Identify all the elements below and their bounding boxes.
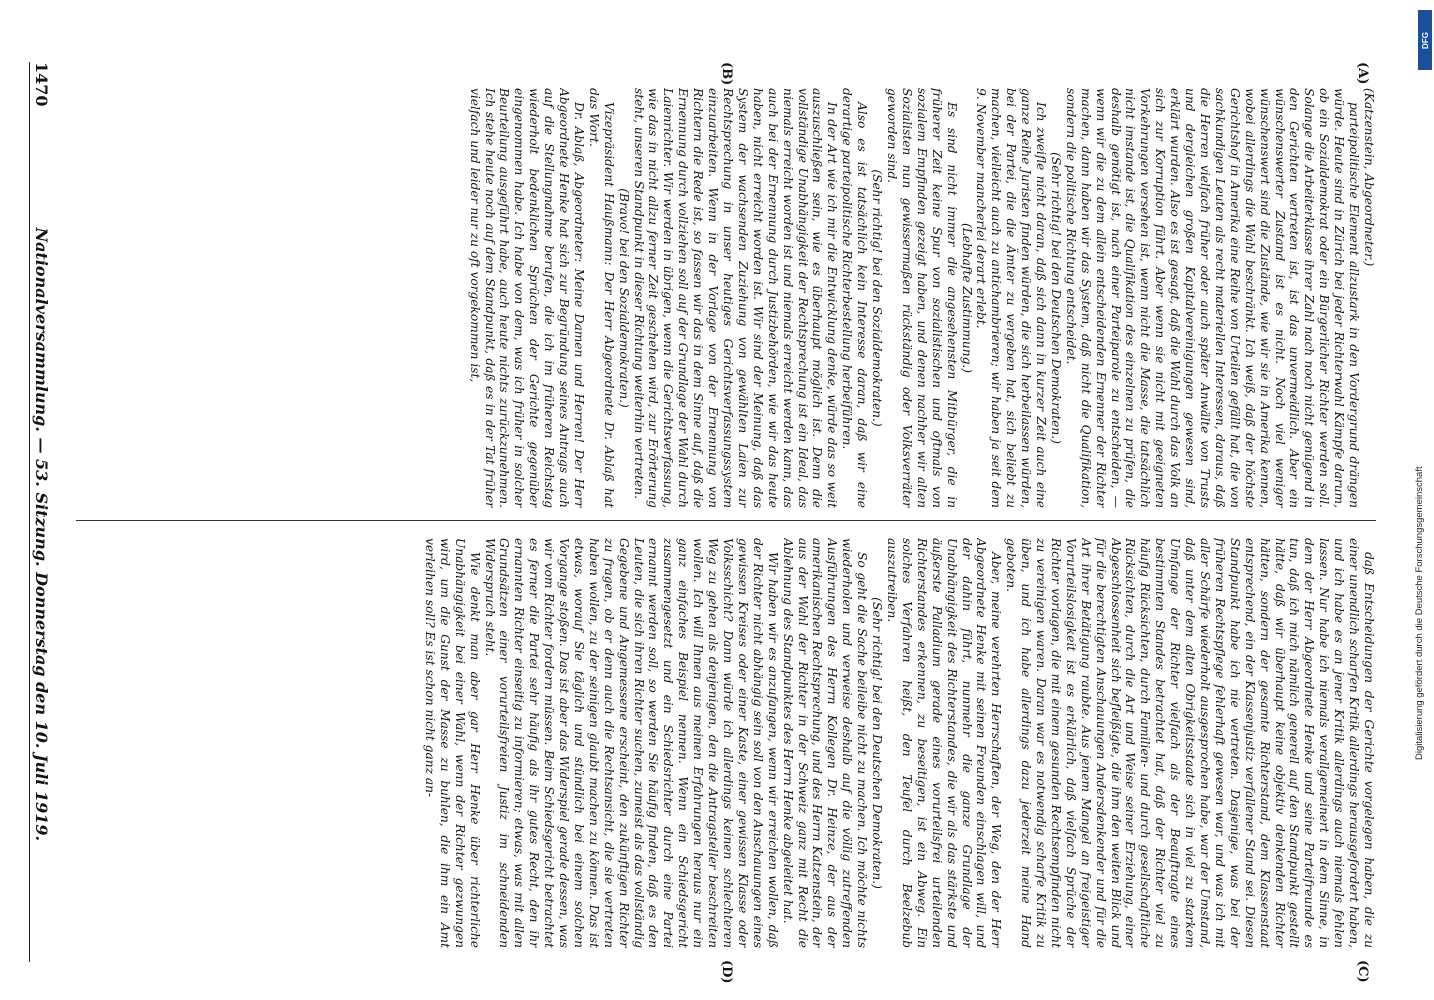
paragraph: (Sehr richtig! bei den Deutschen Demokraten.) [1048,152,1063,444]
paragraph: daß Entscheidungen der Gerichte vorgelegen haben, die zu einer unendlich scharfen Kritik allerdings herausgefordert haben, und ich habe es an jener Kritik allerdings auch niemals fehlen lassen. Nur habe ich niemals verallgemeinert in dem Sinne, in dem der Herr Abgeordnete Henke und seine Parteifreunde es tun, daß ich mich nämlich generell auf den Standpunkt gestellt hätte, daß wir überhaupt keine objektiv denkenden Richter hätten, sondern der gesamte Richterstand, dem Klassenstaat entsprechend, ein der Klassenjustiz verfallener Stand sei. Diesen Standpunkt habe ich nie vertreten. Dasjenige, was bei der früheren Rechtspflege fehlerhaft gewesen war, und was ich mit aller Schärfe wiederholt ausgesprochen habe, war der Umstand, daß unter dem alten Obrigkeitsstaate sich in viel zu starkem Umfange der Richter vielfach als der Beauftragte eines bestimmten Standes betrachtet hat, daß der Richter viel zu häufig Rücksichten, durch Familien- und durch gesellschaftliche Rücksichten, durch die Art und Weise seiner Erziehung, einer Abgeschlossenheit sich befleißigte, die ihm den weiten Blick und für die berechtigten Anschauungen Andersdenkender und für die Art ihrer Betätigung raubte. Aus jenem Mangel an freigeistiger Vorurteilslosigkeit ist es erklärlich, daß vielfach Sprüche der Richter vorlagen, die mit einem gesunden Rechtsempfinden nicht zu vereinigen waren. Daran war es notwendig scharfe Kritik zu üben, und ich habe allerdings dazu jederzeit meine Hand geboten. [1004,538,1376,948]
paragraph: Also es ist tatsächlich kein Interesse daran, daß wir eine derartige parteipolitische Richterbestellung herbeiführen. [840,88,870,508]
paragraph: (Lebhafte Zustimmung.) [959,222,974,374]
paragraph: So geht die Sache beileibe nicht zu machen. Ich möchte nichts wiederholen und verweise deshalb auf die völlig zutreffenden Ausführungen des Herrn Kollegen Dr. Heinze, der aus der amerikanischen Rechtsprechung, und des Herrn Katzenstein, der aus der Wahl der Richter in der Schweiz ganz mit Recht die Ablehnung des Standpunktes des Herrn Henke abgeleitet hat. [780,538,870,948]
paragraph: (Sehr richtig! bei den Deutschen Demokraten.) [870,597,885,889]
margin-marker-b: (B) [719,62,734,86]
paragraph: Es sind nicht immer die angesehensten Mitbürger, die in früherer Zeit keine Spur von sozialistischen und oftmals von sozialem Empfinden gezeigt haben, und denen nachher wir alten Sozialisten nun gewissermaßen rückständig oder Volksverräter geworden sind. [885,88,959,508]
page-title: Nationalversammlung. — 53. Sitzung. Donnerstag den 10. Juli 1919. [32,227,51,842]
paragraph: Wir haben wir es anzufangen, wenn wir erreichen wollen, daß der Richter nicht abhängig sein soll von den Anschauungen eines gewissen Kreises oder einer Kaste, einer gewissen Klasse oder Volksschicht? Dann würde ich allerdings keinen schlechteren Weg zu gehen als denjenigen, den die Antragsteller beschreiten wollen. Ich will Ihnen aus meinen Erfahrungen heraus nur ein ganz einfaches Beispiel nennen. Wenn ein Schiedsgericht zusammengesetzt und ein Schiedsrichter durch eine Partei ernannt werden soll, so werden Sie häufig finden, daß es den Leuten, die sich ihren Richter suchen, zumeist als das vollständig Gegebene und Angemessene erscheint, den zukünftigen Richter zu fragen, ob er denn auch die Rechtsansicht, die sie vertreten haben wollen, zu der seinigen glaubt machen zu können. Das ist etwas, worauf Sie täglich und stündlich bei einem solchen Vorgange stoßen. Das ist aber das Widerspiel gerade dessen, was wir vom Richter fordern müssen. Beim Schiedsgericht betrachtet es ferner die Partei sehr häufig als ihr gutes Recht, den ihr ernannten Richter einseitig zu informieren; etwas, was mit allen Grundsätzen einer vorurteilsfreien Justiz im schneidenden Widerspruch steht. [482,538,780,948]
left-column [76,88,1376,508]
paragraph: (Sehr richtig! bei den Sozialdemokraten.) [870,169,885,427]
margin-marker-c: (C) [1355,960,1370,983]
paragraph: In der Art wie ich mir die Entwicklung denke, würde das so weit auszuschließen sein, wie es überhaupt möglich ist. Denn die vollständige Unabhängigkeit der Rechtsprechung ist ein Ideal, das niemals erreicht worden ist und niemals erreicht werden kann, das auch bei der Ernennung durch Justizbehörden, wie wir das heute haben, nicht erreicht worden ist. Wir sind der Meinung, daß das System der wachsenden Zuziehung von gewählten Laien zur Rechtsprechung in unser heutiges Gerichtsverfassungssystem einzuarbeiten. Wenn in der Vorlage von der Ernennung von Richtern die Rede ist, so fassen wir das in dem Sinne auf, daß die Ernennung durch vollziehen soll auf der Grundlage der Wahl durch Laienrichter. Wir werden in übrigen, wenn die Gerichtsverfassung, wie das in nicht allzu ferner Zeit geschehen wird, zur Erörterung steht, unseren Standpunkt in dieser Richtung weiterhin vertreten. [631,88,840,508]
right-column [76,538,1376,948]
page-header [29,62,56,962]
digitization-strip [1412,0,1434,1000]
paragraph: Wie denkt man aber gar Herr Henke über richterliche Unabhängigkeit bei einer Wahl, wenn der Richter gezwungen wird, um die Gunst der Masse zu buhlen, die ihm ein Amt verleihen soll? Es ist schon nicht ganz an- [422,538,482,948]
column-divider [76,520,1376,521]
margin-marker-a: (A) [1355,62,1370,85]
margin-marker-d: (D) [719,960,734,984]
paragraph: Vizepräsident Haußmann: Der Herr Abgeordnete Dr. Ablaß hat das Wort. [586,88,616,508]
paragraph: Aber, meine verehrten Herrschaften, der Weg, den der Herr Abgeordnete Henke mit seinen Freunden einschlagen will, und der dahin führt, nunmehr die ganze Grundlage der Unabhängigkeit des Richterstandes, die wir als das stärkste und äußerste Palladium gerade eines vorurteilsfrei urteilenden Richterstandes erkennen, zu beseitigen, ist ein Abweg. Ein solches Verfahren heißt, den Teufel durch Beelzebub auszutreiben. [885,538,1004,948]
paragraph: parteipolitische Element allzustark in den Vordergrund drängen würde. Heute sind in Zürich bei jeder Richterwahl Kämpfe darum, ob ein Sozialdemokrat oder ein Bürgerlicher Richter werden soll. Solange die Arbeiterklasse ihrer Zahl nach noch nicht genügend in den Gerichten vertreten ist, ist das unvermeidlich. Aber ein wünschenswerter Zustand ist es nicht. Noch viel weniger wünschenswert sind die Zustände, wie wir sie in Amerika kennen, wobei allerdings die Wahl beschränkt. Ich weiß, daß der höchste Gerichtshof in Amerika eine Reihe von Urteilen gefällt hat, die von sachkundigen Leuten als recht materiellen Interessen, daraus, daß die Herren vielfach früher oder auch später Anwälte von Trusts und dergleichen großen Kapitalvereinigungen gewesen sind, erklärt wurden. Also es ist gesagt, daß die Wahl durch das Volk an sich zur Korruption führt. Aber wenn sie nicht mit geeigneten Vorkehrungen versehen ist, wenn nicht die Masse, die tatsächlich nicht imstande ist, die Qualifikation des einzelnen zu prüfen, die deshalb genötigt ist, nach einer Parteiparole zu entscheiden, — wenn wir die zu dem allein entscheidenden Ernenner der Richter machen, dann haben wir das System, daß nicht die Qualifikation, sondern die politische Richtung entscheidet. [1063,88,1362,508]
paragraph: (Bravo! bei den Sozialdemokraten.) [616,188,631,408]
dfg-logo: DFG [1418,10,1432,70]
digitization-note: Digitalisierung gefördert durch die Deutsche Forschungsgemeinschaft [1414,466,1425,760]
page-number: 1470 [32,62,51,107]
paragraph: (Katzenstein, Abgeordneter.) [1362,88,1376,267]
paragraph: Ich zweifle nicht daran, daß sich dann in kurzer Zeit auch eine ganze Reihe Juristen finden würden, die sich herbeilassen würden, bei der Partei, die die Ämter zu vergeben hat, sich beliebt zu machen, vielleicht auch zu antichambrieren; wir haben ja seit dem 9. November mancherlei derart erlebt. [974,88,1049,508]
paragraph: Dr. Ablaß, Abgeordneter: Meine Damen und Herren! Der Herr Abgeordnete Henke hat sich zur Begründung seines Antrags auch auf die Stellungnahme berufen, die ich im früheren Reichstag wiederholt bedenklichen Sprüchen der Gerichte gegenüber eingenommen habe. Ich habe von dem, was ich früher in solcher Beurteilung ausgeführt habe, auch heute nichts zurückzunehmen. Ich stehe heute noch auf dem Standpunkt, daß es in der Tat früher vielfach und leider nur zu oft vorgekommen ist, [467,88,586,508]
